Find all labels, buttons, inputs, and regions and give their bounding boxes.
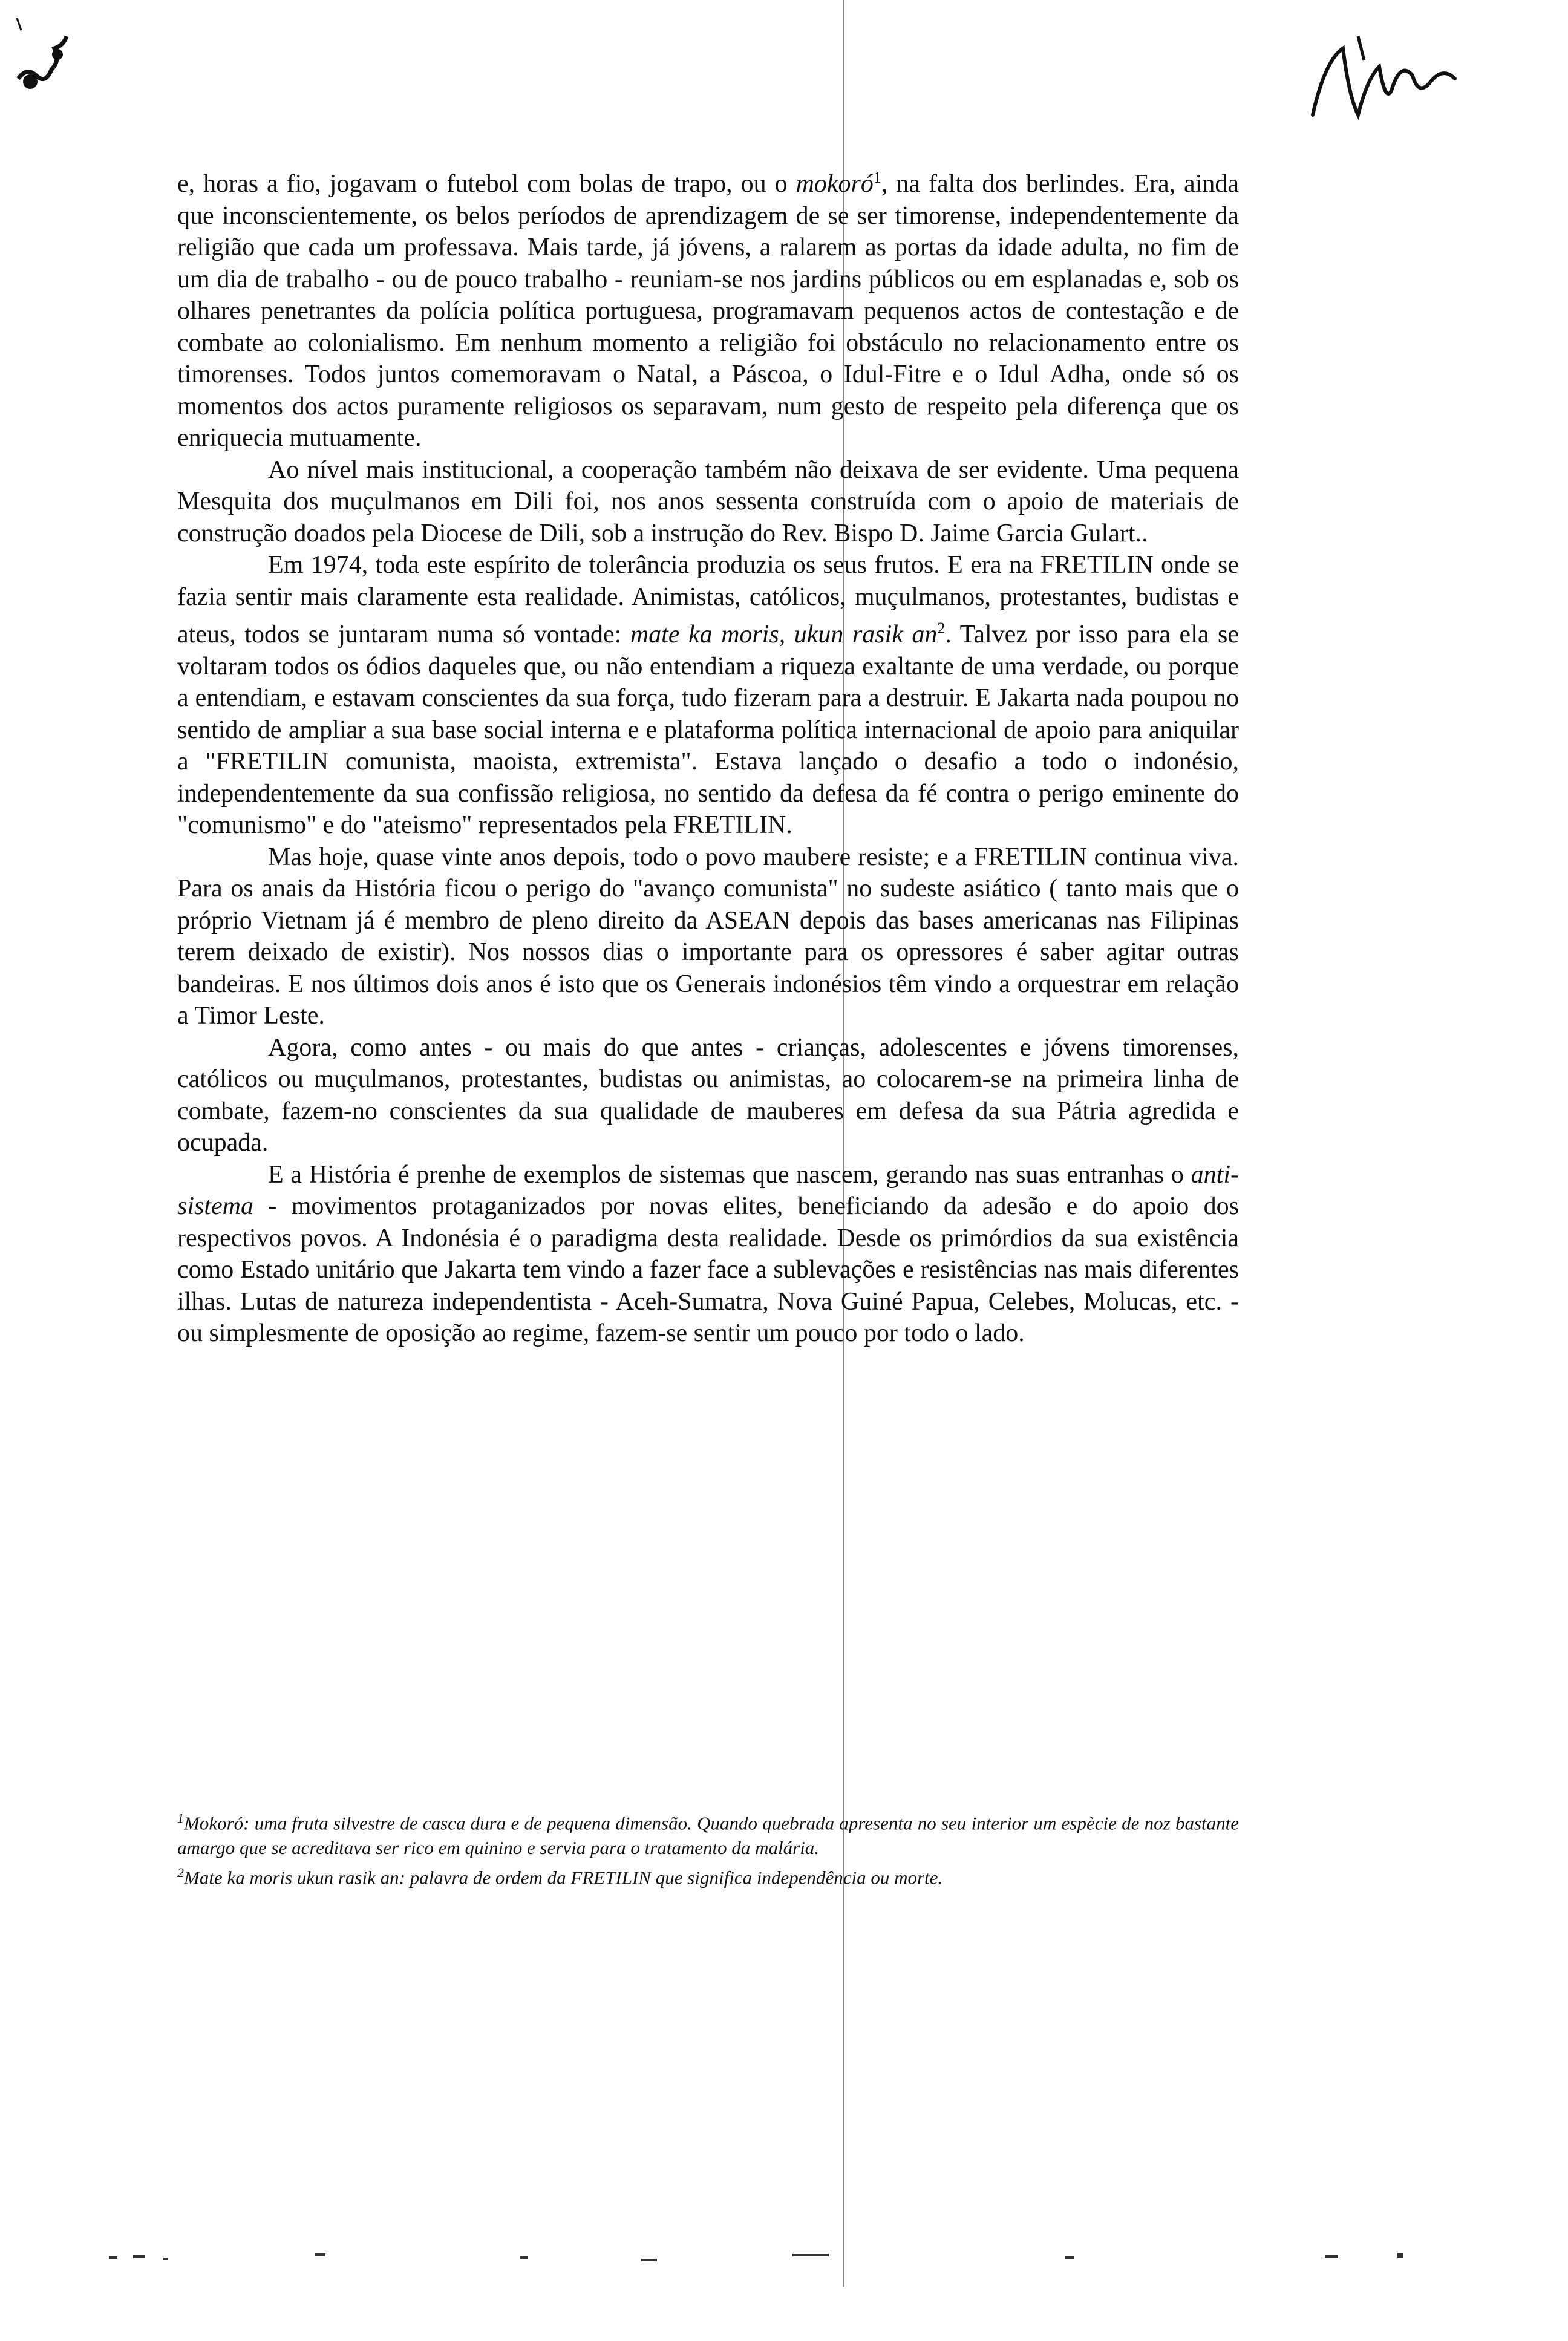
- paragraph: [177, 454, 1239, 550]
- footnotes: [177, 1806, 1239, 1890]
- scan-noise-specks: [97, 2238, 1488, 2274]
- italic-term: mate ka moris, ukun rasik an: [630, 621, 938, 648]
- italic-term: mokoró: [795, 170, 874, 198]
- text-run: e, horas a fio, jogavam o futebol com bolas de trapo, ou o: [177, 170, 796, 198]
- paragraph: [177, 1159, 1239, 1350]
- paragraph: [177, 162, 1239, 454]
- footnote: [177, 1806, 1239, 1860]
- footnote-ref: 2: [937, 619, 946, 637]
- italic-term: anti-sistema: [177, 1160, 1239, 1220]
- footnote-text: Mate ka moris ukun rasik an: palavra de ordem da FRETILIN que significa independência ou morte.: [184, 1867, 943, 1889]
- footnote-text: Mokoró: uma fruta silvestre de casca dura e de pequena dimensão. Quando quebrada apresenta no seu interior um espècie de noz bastante amargo que se acreditava ser rico em quinino e servia para o tratamento da malária.: [177, 1812, 1239, 1859]
- footnote-number: 1: [177, 1810, 184, 1826]
- text-run: Ao nível mais institucional, a cooperação também não deixava de ser evidente. Uma pequena Mesquita dos muçulmanos em Dili foi, nos anos sessenta construída com o apoio de materiais de construção doados pela Diocese de Dili, sob a instrução do Rev. Bispo D. Jaime Garcia Gulart..: [177, 455, 1239, 547]
- paragraph: [177, 1032, 1239, 1159]
- text-run: Agora, como antes - ou mais do que antes - crianças, adolescentes e jóvens timorenses, católicos ou muçulmanos, protestantes, budistas ou animistas, ao colocarem-se na primeira linha de combate, fazem-no conscientes da sua qualidade de mauberes em defesa da sua Pátria agredida e ocupada.: [177, 1033, 1239, 1157]
- paragraph: [177, 841, 1239, 1032]
- paragraph: [177, 549, 1239, 841]
- footnote: [177, 1860, 1239, 1890]
- footnote-number: 2: [177, 1865, 184, 1881]
- text-run: , na falta dos berlindes. Era, ainda que inconscientemente, os belos períodos de aprendizagem de se ser timorense, independentemente da religião que cada um professava. Mais tarde, já jóvens, a ralarem as portas da idade adulta, no fim de um dia de trabalho - ou de pouco trabalho - reuniam-se nos jardins públicos ou em esplanadas e, sob os olhares penetrantes da polícia política portuguesa, programavam pequenos actos de contestação e de combate ao colonialismo. Em nenhum momento a religião foi obstáculo no relacionamento entre os timorenses. Todos juntos comemoravam o Natal, a Páscoa, o Idul-Fitre e o Idul Adha, onde só os momentos dos actos puramente religiosos os separavam, num gesto de respeito pela diferença que os enriquecia mutuamente.: [177, 170, 1240, 452]
- text-run: . Talvez por isso para ela se voltaram todos os ódios daqueles que, ou não entendiam a riqueza exaltante de uma verdade, ou porque a entendiam, e estavam conscientes da sua força, tudo fizeram para a destruir. E Jakarta nada poupou no sentido de ampliar a sua base social interna e e plataforma política internacional de apoio para aniquilar a "FRETILIN comunista, maoista, extremista". Estava lançado o desafio a todo o indonésio, independentemente da sua confissão religiosa, no sentido da defesa da fé contra o perigo eminente do "comunismo" e do "ateismo" representados pela FRETILIN.: [177, 621, 1239, 839]
- text-run: E a História é prenhe de exemplos de sistemas que nascem, gerando nas suas entranhas o: [268, 1160, 1191, 1189]
- footnote-ref: 1: [873, 169, 881, 186]
- corner-ink-mark: [6, 12, 103, 103]
- text-run: Em 1974, toda este espírito de tolerância produzia os seus frutos. E era na FRETILIN onde se fazia sentir mais claramente esta realidade. Animistas, católicos, muçulmanos, protestantes, budistas e ateus, todos se juntaram numa só vontade:: [177, 551, 1239, 648]
- handwritten-initials-signature: [1301, 24, 1470, 145]
- text-run: Mas hoje, quase vinte anos depois, todo o povo maubere resiste; e a FRETILIN continua viva. Para os anais da História ficou o perigo do "avanço comunista" no sudeste asiático ( tanto mais que o próprio Vietnam já é membro de pleno direito da ASEAN depois das bases americanas nas Filipinas terem deixado de existir). Nos nossos dias o importante para os opressores é saber agitar outras bandeiras. E nos últimos dois anos é isto que os Generais indonésios têm vindo a orquestrar em relação a Timor Leste.: [177, 843, 1239, 1030]
- text-run: - movimentos protaganizados por novas elites, beneficiando da adesão e do apoio dos respectivos povos. A Indonésia é o paradigma desta realidade. Desde os primórdios da sua existência como Estado unitário que Jakarta tem vindo a fazer face a sublevações e resistências nas mais diferentes ilhas. Lutas de natureza independentista - Aceh-Sumatra, Nova Guiné Papua, Celebes, Molucas, etc. - ou simplesmente de oposição ao regime, fazem-se sentir um pouco por todo o lado.: [177, 1192, 1239, 1347]
- body-text: [177, 162, 1239, 1350]
